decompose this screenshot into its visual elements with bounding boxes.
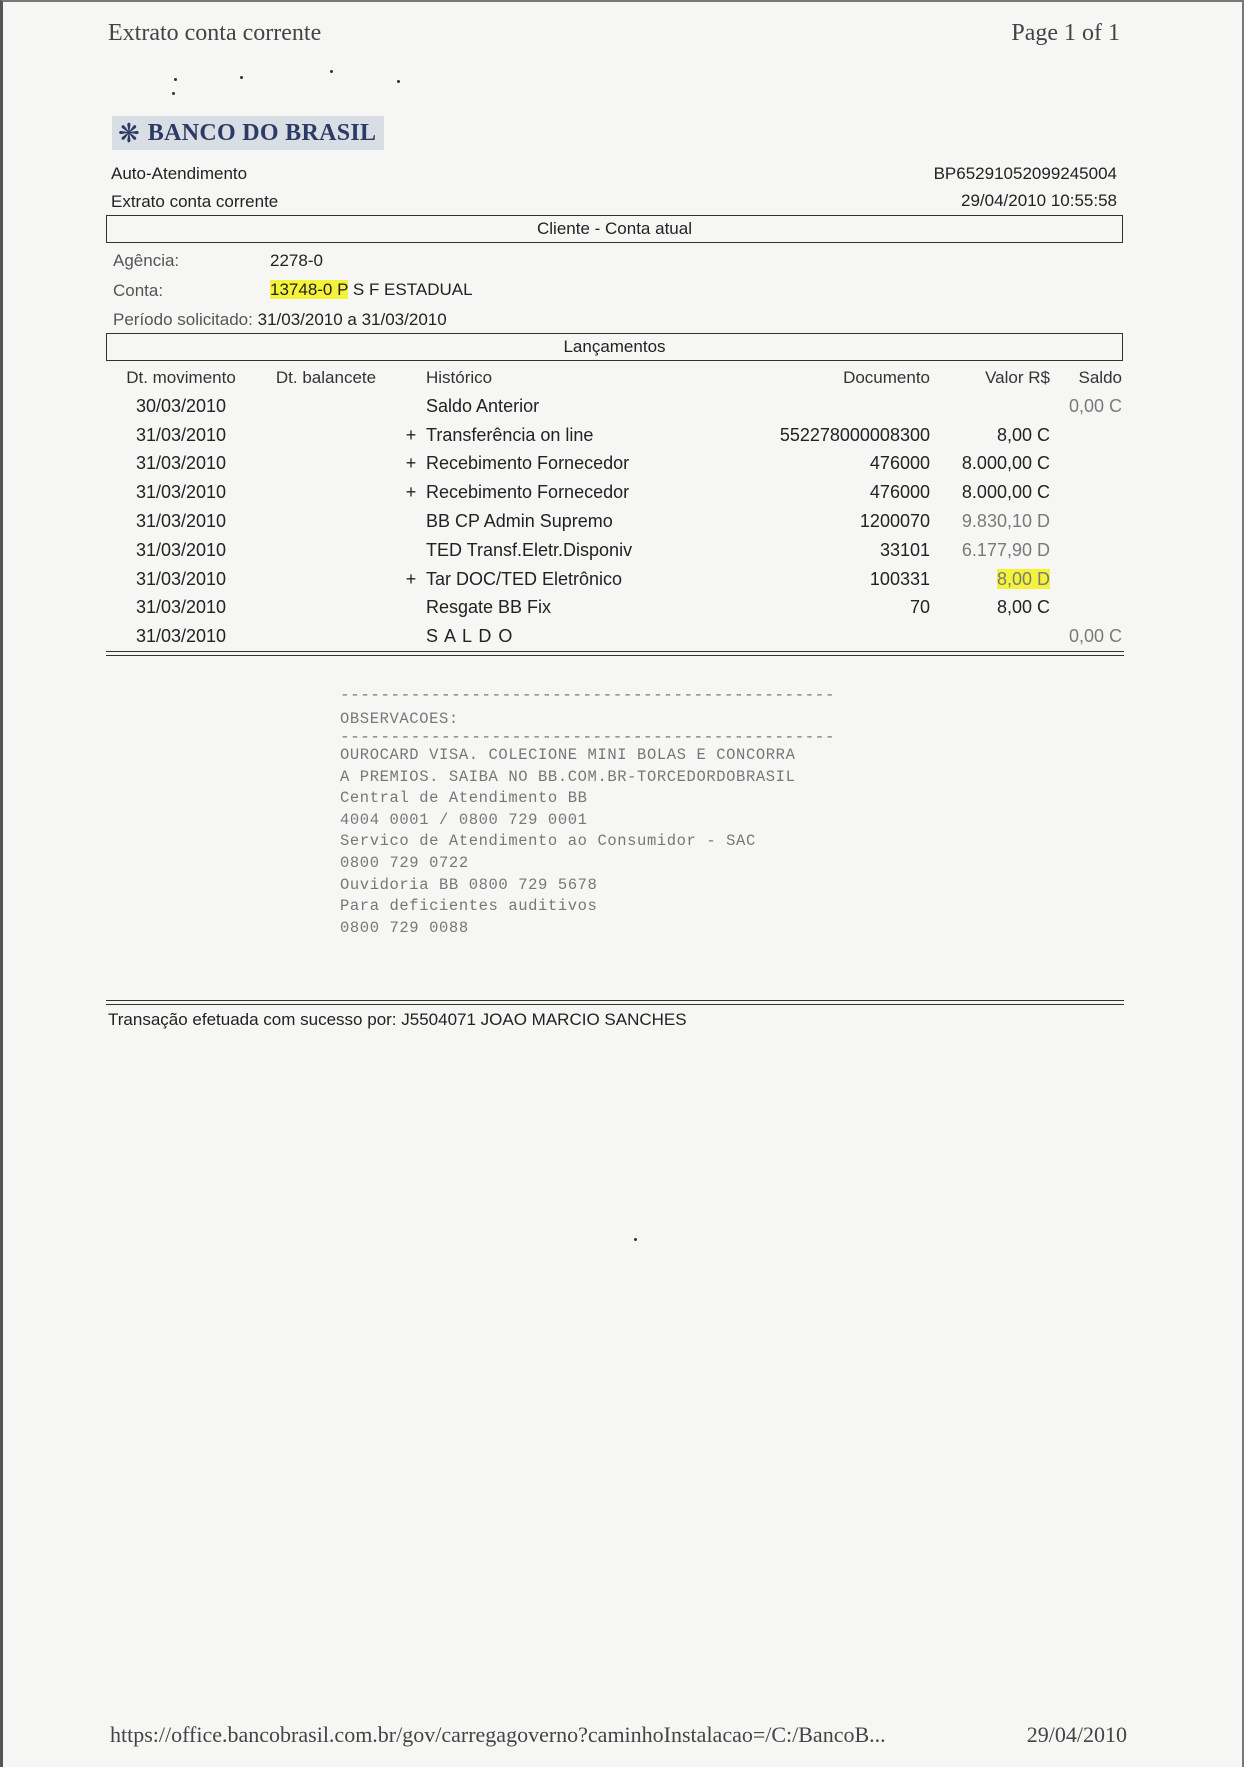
row-sign (396, 565, 426, 594)
row-sign (396, 392, 426, 421)
col-valor: Valor R$ (985, 368, 1050, 387)
row-documento (726, 507, 930, 536)
row-valor (930, 507, 1050, 536)
obs-heading: OBSERVACOES: (340, 710, 459, 728)
row-sign (396, 622, 426, 651)
print-footer-date: 29/04/2010 (1026, 1722, 1127, 1747)
row-saldo (1050, 507, 1122, 536)
row-documento-text: 476000 (869, 482, 930, 503)
row-dt-balancete (256, 478, 396, 507)
conta-label: Conta: (113, 281, 164, 300)
doc-header-line2: Extrato conta corrente (111, 192, 279, 211)
row-dt-movimento-text: 31/03/2010 (135, 424, 227, 445)
row-historico-text: Saldo Anterior (426, 395, 540, 416)
row-sign (396, 536, 426, 565)
scan-speck (397, 80, 400, 83)
row-sign-text: + (405, 482, 417, 503)
col-dt-movimento: Dt. movimento (126, 368, 236, 387)
row-historico (426, 421, 726, 450)
row-dt-movimento (106, 421, 256, 450)
row-documento-text: 552278000008300 (779, 424, 930, 445)
row-historico-text: Tar DOC/TED Eletrônico (426, 568, 623, 589)
ledger-header-row (106, 364, 1122, 392)
col-documento: Documento (843, 368, 930, 387)
row-dt-movimento-text: 31/03/2010 (135, 511, 227, 532)
row-documento-text: 33101 (879, 539, 930, 560)
ledger-row (106, 392, 1122, 421)
row-saldo (1050, 565, 1122, 594)
ledger-row (106, 478, 1122, 507)
row-saldo (1050, 392, 1122, 421)
row-valor (930, 421, 1050, 450)
ledger-row (106, 421, 1122, 450)
row-documento-text: 100331 (869, 568, 930, 589)
row-saldo (1050, 450, 1122, 479)
row-historico (426, 622, 726, 651)
obs-line: 4004 0001 / 0800 729 0001 (340, 810, 588, 829)
row-documento (726, 478, 930, 507)
col-sign (396, 364, 426, 392)
scan-speck (172, 92, 175, 95)
row-valor (930, 536, 1050, 565)
ledger-row (106, 536, 1122, 565)
row-valor (930, 594, 1050, 623)
row-sign (396, 478, 426, 507)
row-historico-text: Transferência on line (426, 424, 594, 445)
row-documento (726, 565, 930, 594)
col-historico: Histórico (426, 368, 493, 387)
obs-line: 0800 729 0722 (340, 853, 469, 872)
row-dt-balancete (256, 622, 396, 651)
row-dt-balancete (256, 421, 396, 450)
row-historico (426, 536, 726, 565)
row-documento (726, 450, 930, 479)
row-valor-text: 8.000,00 C (961, 482, 1050, 503)
row-dt-movimento-text: 31/03/2010 (135, 626, 227, 647)
row-historico-text: BB CP Admin Supremo (426, 511, 613, 532)
row-saldo (1050, 536, 1122, 565)
row-dt-movimento-text: 31/03/2010 (135, 568, 227, 589)
row-saldo (1050, 421, 1122, 450)
row-historico-text: Recebimento Fornecedor (426, 482, 630, 503)
obs-line: 0800 729 0088 (340, 918, 469, 937)
obs-dashes-top: ------------------------------------------------- (340, 686, 835, 704)
row-historico (426, 594, 726, 623)
col-saldo: Saldo (1078, 368, 1122, 387)
ledger-table (106, 364, 1122, 651)
transaction-rule (106, 1000, 1124, 1005)
row-valor-text: 8,00 C (996, 597, 1050, 618)
conta-number: 13748-0 P (270, 280, 349, 299)
ledger-title: Lançamentos (563, 337, 666, 356)
row-valor-text: 6.177,90 D (961, 539, 1050, 560)
bank-logo-text: BANCO DO BRASIL (147, 119, 377, 146)
row-dt-balancete (256, 450, 396, 479)
row-saldo (1050, 478, 1122, 507)
row-documento-text: 70 (909, 597, 930, 618)
scan-speck (240, 76, 243, 79)
row-documento (726, 536, 930, 565)
row-historico (426, 450, 726, 479)
scan-speck (330, 70, 333, 73)
obs-line: OUROCARD VISA. COLECIONE MINI BOLAS E CONCORRA (340, 746, 796, 764)
row-dt-movimento (106, 392, 256, 421)
row-valor (930, 450, 1050, 479)
row-dt-movimento (106, 565, 256, 594)
row-dt-balancete (256, 565, 396, 594)
row-sign (396, 421, 426, 450)
ledger-row (106, 622, 1122, 651)
ledger-row (106, 507, 1122, 536)
scan-speck (174, 78, 177, 81)
row-documento (726, 622, 930, 651)
row-historico (426, 392, 726, 421)
row-sign-text: + (405, 568, 417, 589)
row-documento-text: 476000 (869, 453, 930, 474)
client-section-header (106, 215, 1123, 243)
doc-datetime: 29/04/2010 10:55:58 (961, 191, 1117, 210)
row-documento (726, 421, 930, 450)
row-dt-movimento (106, 622, 256, 651)
periodo-label: Período solicitado: (113, 310, 253, 329)
row-valor-text: 8,00 C (996, 424, 1050, 445)
row-documento (726, 594, 930, 623)
row-dt-movimento (106, 450, 256, 479)
row-dt-movimento (106, 536, 256, 565)
row-historico (426, 478, 726, 507)
ledger-bottom-rule (106, 651, 1124, 656)
row-valor-text: 8.000,00 C (961, 453, 1050, 474)
row-valor (930, 622, 1050, 651)
row-dt-balancete (256, 392, 396, 421)
row-dt-movimento-text: 31/03/2010 (135, 597, 227, 618)
row-sign (396, 507, 426, 536)
row-dt-movimento-text: 31/03/2010 (135, 453, 227, 474)
row-saldo-text: 0,00 C (1068, 395, 1122, 416)
row-dt-movimento (106, 594, 256, 623)
ledger-row (106, 450, 1122, 479)
doc-header-line1: Auto-Atendimento (111, 164, 248, 183)
conta-value (270, 280, 473, 300)
row-valor (930, 392, 1050, 421)
obs-dashes-bottom: ------------------------------------------------- (340, 728, 835, 746)
periodo-row (113, 310, 447, 330)
obs-line: Para deficientes auditivos (340, 897, 598, 916)
scan-speck (634, 1238, 637, 1241)
obs-line: Central de Atendimento BB (340, 789, 588, 808)
row-valor (930, 478, 1050, 507)
row-dt-movimento (106, 478, 256, 507)
ledger-row (106, 594, 1122, 623)
obs-line: A PREMIOS. SAIBA NO BB.COM.BR-TORCEDORDOBRASIL (340, 767, 796, 786)
row-dt-movimento-text: 31/03/2010 (135, 482, 227, 503)
print-header-page: Page 1 of 1 (1011, 20, 1120, 46)
periodo-value: 31/03/2010 a 31/03/2010 (257, 310, 447, 329)
row-historico-text: S A L D O (426, 626, 514, 647)
row-documento-text: 1200070 (859, 511, 930, 532)
conta-name: S F ESTADUAL (352, 280, 473, 299)
obs-line: Servico de Atendimento ao Consumidor - SAC (340, 832, 756, 851)
row-valor-text: 9.830,10 D (961, 511, 1050, 532)
row-dt-movimento-text: 31/03/2010 (135, 539, 227, 560)
row-dt-movimento (106, 507, 256, 536)
print-footer-url: https://office.bancobrasil.com.br/gov/carregagoverno?caminhoInstalacao=/C:/BancoB... (110, 1722, 886, 1747)
row-sign (396, 450, 426, 479)
agencia-label: Agência: (113, 251, 180, 270)
row-dt-balancete (256, 507, 396, 536)
row-saldo (1050, 594, 1122, 623)
obs-lines (340, 745, 795, 939)
row-historico (426, 507, 726, 536)
doc-code: BP65291052099245004 (933, 164, 1117, 183)
row-sign-text: + (405, 424, 417, 445)
row-historico-text: Resgate BB Fix (426, 597, 552, 618)
col-dt-balancete: Dt. balancete (275, 368, 377, 387)
row-historico (426, 565, 726, 594)
row-valor (930, 565, 1050, 594)
ledger-header (106, 333, 1123, 361)
client-section-title: Cliente - Conta atual (537, 219, 692, 238)
obs-line: Ouvidoria BB 0800 729 5678 (340, 875, 598, 894)
row-dt-balancete (256, 536, 396, 565)
row-valor-text: 8,00 D (996, 568, 1050, 589)
ledger-row (106, 565, 1122, 594)
bb-logo-icon: ❋ (118, 118, 140, 148)
row-sign-text: + (405, 453, 417, 474)
row-dt-movimento-text: 30/03/2010 (135, 395, 227, 416)
bank-logo (112, 116, 384, 150)
print-header-title: Extrato conta corrente (108, 20, 322, 46)
row-historico-text: TED Transf.Eletr.Disponiv (426, 539, 633, 560)
row-sign (396, 594, 426, 623)
transaction-text: Transação efetuada com sucesso por: J5504071 JOAO MARCIO SANCHES (108, 1010, 687, 1029)
row-historico-text: Recebimento Fornecedor (426, 453, 630, 474)
row-saldo-text: 0,00 C (1068, 626, 1122, 647)
row-dt-balancete (256, 594, 396, 623)
row-documento (726, 392, 930, 421)
row-saldo (1050, 622, 1122, 651)
agencia-value: 2278-0 (270, 251, 323, 270)
